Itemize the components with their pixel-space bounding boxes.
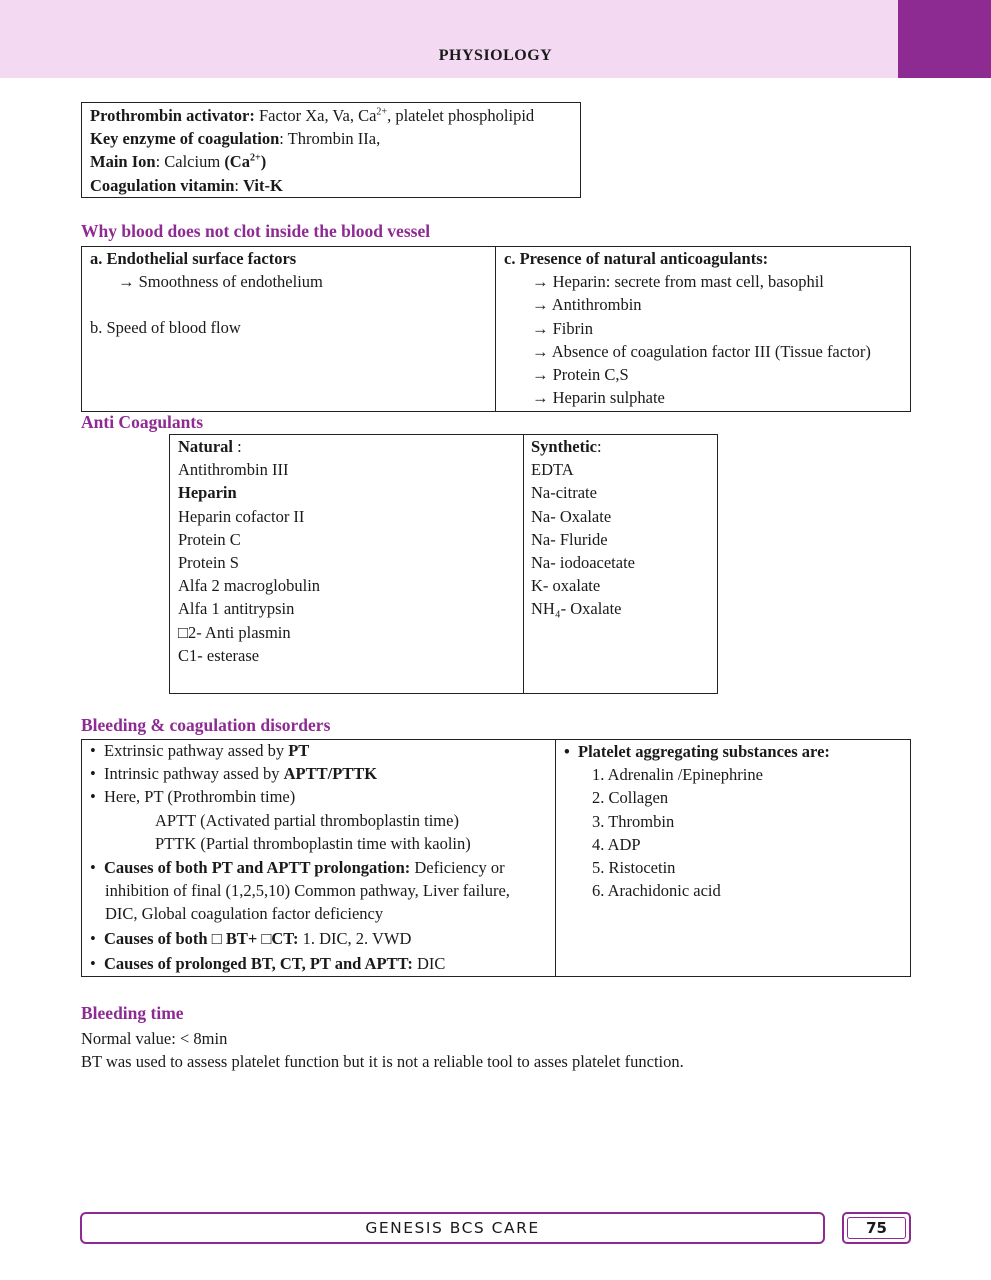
header-tab xyxy=(898,0,991,78)
bleeding-bullet: • Causes of prolonged BT, CT, PT and APTT: DIC xyxy=(90,953,446,973)
why-clot-heading: Why blood does not clot inside the blood vessel xyxy=(81,221,431,241)
summary-line-key-enzyme: Key enzyme of coagulation: Thrombin IIa, xyxy=(90,129,381,149)
natural-item: Antithrombin III xyxy=(178,460,289,480)
why-clot-c-item: → Heparin sulphate xyxy=(532,388,665,408)
synthetic-item: NH₄- Oxalate xyxy=(531,599,622,619)
synthetic-item: Na- iodoacetate xyxy=(531,553,635,573)
platelet-item: 3. Thrombin xyxy=(592,811,675,831)
anticoagulants-divider xyxy=(523,435,524,693)
platelet-item: 4. ADP xyxy=(592,834,641,854)
synthetic-title: Synthetic: xyxy=(531,437,602,456)
page-header-title: PHYSIOLOGY xyxy=(438,47,553,64)
why-clot-a-title: a. Endothelial surface factors xyxy=(90,249,297,268)
synthetic-item: Na- Oxalate xyxy=(531,506,612,526)
why-clot-c-item: → Fibrin xyxy=(532,318,593,338)
bleeding-subline: PTTK (Partial thromboplastin time with kaolin) xyxy=(155,833,471,853)
synthetic-item: EDTA xyxy=(531,460,574,480)
synthetic-item: K- oxalate xyxy=(531,576,601,596)
platelet-item: 5. Ristocetin xyxy=(592,858,676,878)
bleeding-divider xyxy=(555,740,556,976)
why-clot-c-item: → Heparin: secrete from mast cell, basophil xyxy=(532,272,824,292)
header-band xyxy=(0,0,898,78)
spacer xyxy=(90,293,323,316)
footer-banner: GENESIS BCS CARE xyxy=(80,1212,825,1244)
platelet-item: 1. Adrenalin /Epinephrine xyxy=(592,765,763,785)
natural-item: Alfa 1 antitrypsin xyxy=(178,599,295,619)
synthetic-item: Na-citrate xyxy=(531,483,597,503)
why-clot-c-item: → Absence of coagulation factor III (Tissue factor) xyxy=(532,341,871,361)
summary-line-prothrombin: Prothrombin activator: Factor Xa, Va, $Ca^{2+}$, platelet phospholipid xyxy=(90,106,535,125)
natural-item: Heparin cofactor II xyxy=(178,506,305,526)
bleeding-right-col xyxy=(564,740,830,902)
bleeding-bullet: • Causes of both PT and APTT prolongation: Deficiency or xyxy=(90,858,505,878)
anticoagulants-heading: Anti Coagulants xyxy=(81,412,204,432)
natural-item: Protein S xyxy=(178,553,239,573)
bleeding-subline: APTT (Activated partial thromboplastin time) xyxy=(155,810,459,830)
natural-item: C1- esterase xyxy=(178,645,260,665)
platelet-item: 2. Collagen xyxy=(592,788,669,808)
why-clot-a-item: → Smoothness of endothelium xyxy=(118,272,323,292)
why-clot-c-title: c. Presence of natural anticoagulants: xyxy=(504,249,769,268)
synthetic-item: Na- Fluride xyxy=(531,529,608,549)
platelet-item: 6. Arachidonic acid xyxy=(592,881,721,901)
bleeding-continuation: DIC, Global coagulation factor deficiency xyxy=(105,904,384,924)
why-clot-c-item: → Antithrombin xyxy=(532,295,642,315)
bleeding-left-col xyxy=(90,739,548,975)
summary-box xyxy=(81,102,581,198)
why-clot-b-title: b. Speed of blood flow xyxy=(90,318,241,338)
bleeding-time-heading: Bleeding time xyxy=(81,1003,184,1023)
why-clot-c-item: → Protein C,S xyxy=(532,365,629,385)
natural-item: Protein C xyxy=(178,529,241,549)
summary-line-vitamin: Coagulation vitamin: Vit-K xyxy=(90,175,283,195)
bleeding-time-normal: Normal value: < 8min xyxy=(81,1029,228,1048)
natural-item: Heparin xyxy=(178,483,237,503)
bleeding-heading: Bleeding & coagulation disorders xyxy=(81,715,331,735)
bleeding-bullet: • Extrinsic pathway assed by PT xyxy=(90,741,310,760)
natural-item: Alfa 2 macroglobulin xyxy=(178,576,321,596)
platelet-title: • Platelet aggregating substances are: xyxy=(564,742,830,761)
bleeding-bullet: • Here, PT (Prothrombin time) xyxy=(90,787,296,807)
bleeding-bullet: • Causes of both □ BT+ □CT: 1. DIC, 2. VWD xyxy=(90,928,412,948)
why-clot-left-col xyxy=(90,247,323,340)
why-clot-right-col xyxy=(504,247,871,409)
natural-item: □2- Anti plasmin xyxy=(178,622,291,642)
natural-title: Natural : xyxy=(178,437,242,456)
bleeding-time-note: BT was used to assess platelet function but it is not a reliable tool to asses platelet function. xyxy=(81,1052,684,1071)
bleeding-bullet: • Intrinsic pathway assed by APTT/PTTK xyxy=(90,764,378,784)
summary-line-main-ion: Main Ion: Calcium $(Ca^{2+})$ xyxy=(90,152,267,172)
natural-col xyxy=(178,435,320,667)
anticoagulants-table xyxy=(169,434,718,694)
why-clot-divider xyxy=(495,247,496,411)
bleeding-table xyxy=(81,739,911,977)
synthetic-col xyxy=(531,435,635,621)
bleeding-continuation: inhibition of final (1,2,5,10) Common pathway, Liver failure, xyxy=(105,881,510,901)
page-number: 75 xyxy=(842,1212,911,1244)
why-clot-table xyxy=(81,246,911,412)
